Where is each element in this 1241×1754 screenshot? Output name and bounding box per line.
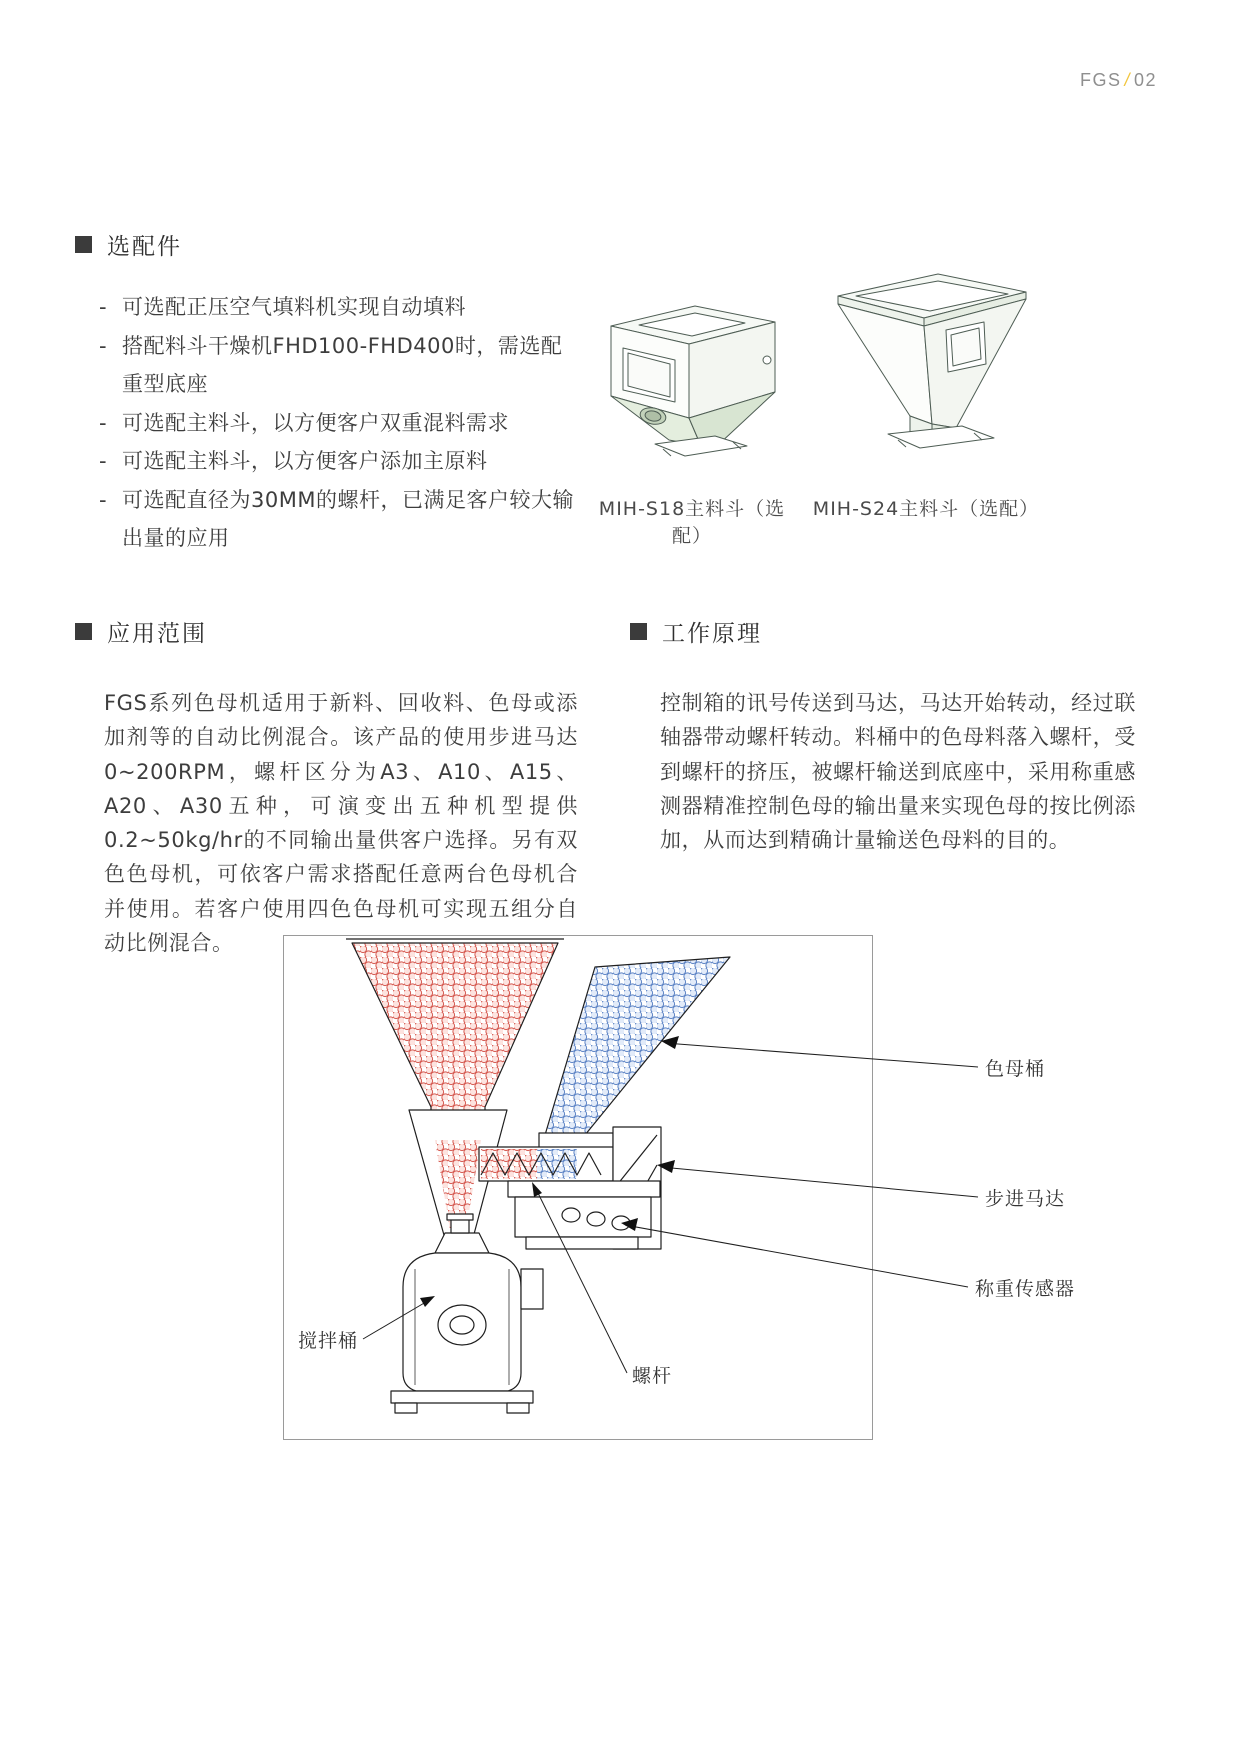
leader-masterbatch-hopper	[665, 1043, 978, 1067]
base-platform	[508, 1181, 660, 1249]
leader-stepper-motor	[661, 1167, 978, 1197]
section-title-text: 应用范围	[107, 621, 207, 647]
section-title-text: 工作原理	[662, 621, 762, 647]
label-stepper-motor: 步进马达	[985, 1188, 1066, 1210]
bullet-dash: -	[99, 487, 108, 512]
bullet-dash: -	[99, 333, 108, 358]
principle-paragraph: 控制箱的讯号传送到马达，马达开始转动，经过联轴器带动螺杆转动。料桶中的色母料落入螺杆，受到螺杆的挤压，被螺杆输送到底座中，采用称重感测器精准控制色母的输出量来实现色母的按比例添加，从而达到精确计量输送色母料的目的。	[660, 691, 1136, 853]
list-item	[99, 404, 579, 443]
page-header-number: 02	[1134, 70, 1158, 90]
list-item	[99, 327, 579, 404]
figure-caption-mih-s24: MIH-S24主料斗（选配）	[812, 498, 1040, 520]
page-header-code: FGS	[1080, 70, 1122, 90]
page-header	[1080, 70, 1157, 91]
mih-s18-figure	[597, 300, 787, 478]
bullet-dash: -	[99, 449, 108, 473]
section-marker-square	[75, 236, 92, 253]
working-principle-diagram	[283, 935, 1083, 1455]
mih-s24-figure	[810, 266, 1042, 480]
bullet-dash: -	[99, 295, 108, 319]
bullet-text: 搭配料斗干燥机FHD100-FHD400时，需选配重型底座	[122, 333, 563, 396]
label-mixing-barrel: 搅拌桶	[298, 1330, 359, 1352]
list-item	[99, 442, 579, 481]
section-title-options	[75, 228, 182, 261]
figure-caption-mih-s18: MIH-S18主料斗（选配）	[598, 498, 786, 547]
label-masterbatch-hopper: 色母桶	[985, 1058, 1046, 1080]
mih-s24-drawing	[810, 266, 1042, 480]
section-title-principle	[630, 615, 762, 648]
list-item	[99, 481, 579, 558]
list-item	[99, 288, 579, 327]
mih-s18-drawing	[597, 300, 787, 478]
page-header-slash: /	[1124, 70, 1132, 90]
bullet-text: 可选配主料斗，以方便客户双重混料需求	[122, 410, 509, 435]
application-paragraph: FGS系列色母机适用于新料、回收料、色母或添加剂等的自动比例混合。该产品的使用步进马达0~200RPM，螺杆区分为A3、A10、A15、A20、A30五种，可演变出五种机型提供0.2~50kg/hr的不同输出量供客户选择。另有双色色母机，可依客户需求搭配任意两台色母机合并使用。若客户使用四色色母机可实现五组分自动比例混合。	[104, 691, 578, 956]
section-title-text: 选配件	[107, 234, 182, 260]
label-screw: 螺杆	[632, 1365, 673, 1387]
screw-assembly	[479, 1147, 613, 1181]
bullet-text: 可选配主料斗，以方便客户添加主原料	[122, 449, 488, 473]
section-title-application	[75, 615, 207, 648]
leader-load-cell	[625, 1225, 968, 1287]
section-marker-square	[75, 623, 92, 640]
section-marker-square	[630, 623, 647, 640]
options-bullet-list	[99, 288, 579, 558]
mixing-barrel	[391, 1214, 543, 1413]
diagram-svg	[283, 935, 1083, 1455]
label-load-cell: 称重传感器	[975, 1278, 1076, 1300]
bullet-text: 可选配直径为30MM的螺杆，已满足客户较大输出量的应用	[122, 487, 574, 550]
bullet-dash: -	[99, 410, 108, 435]
bullet-text: 可选配正压空气填料机实现自动填料	[122, 295, 466, 319]
